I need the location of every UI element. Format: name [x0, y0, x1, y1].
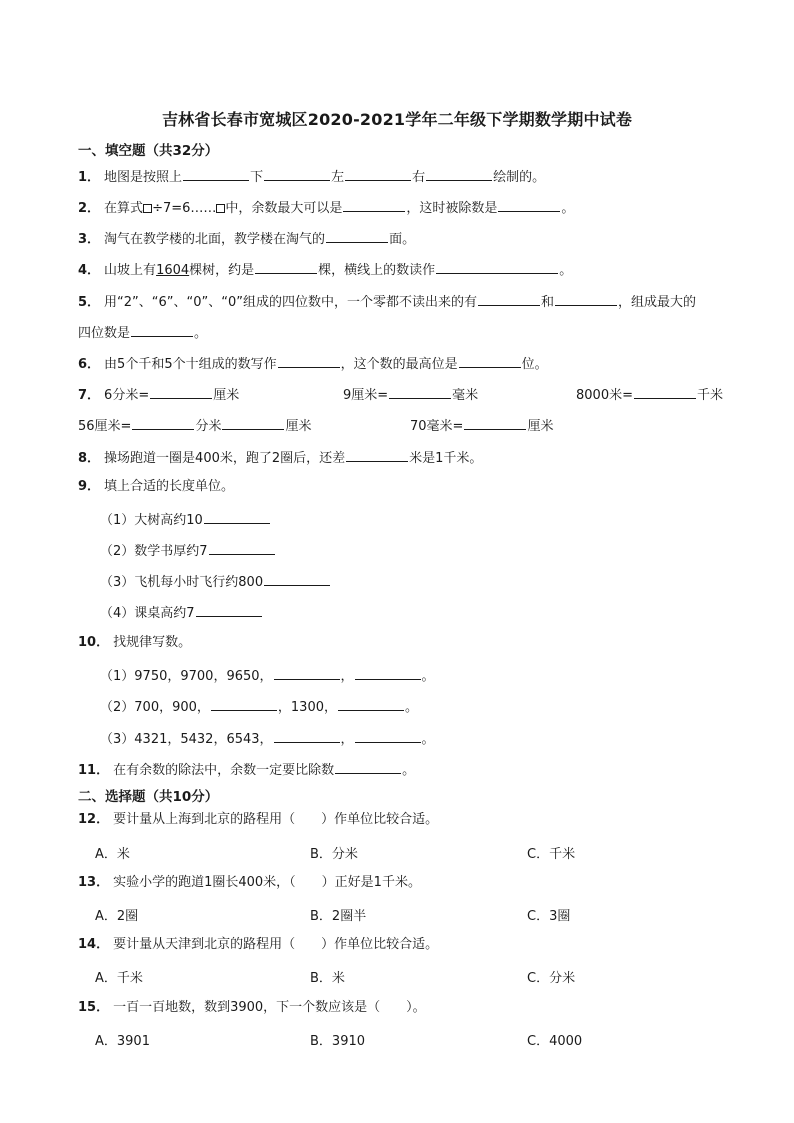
question-text: （2）数学书厚约7 [100, 544, 208, 559]
question-text: （3）飞机每小时飞行约800 [100, 575, 264, 590]
question-13 [78, 874, 421, 892]
answer-blank[interactable] [326, 228, 388, 243]
answer-blank[interactable] [222, 415, 284, 430]
question-text: （1）9750，9700，9650， [100, 669, 273, 684]
question-text: 。 [559, 263, 573, 278]
question-text: 。 [194, 326, 208, 341]
question-text: 千米 [696, 388, 723, 403]
exam-title: 吉林省长春市宽城区2020-2021学年二年级下学期数学期中试卷 [161, 110, 633, 129]
question-text: ÷7=6…… [152, 201, 217, 216]
question-9-item-3 [100, 571, 331, 592]
question-text: 右 [412, 170, 426, 185]
question-9-item-2 [100, 540, 276, 561]
question-text: 实验小学的跑道1圈长400米，（ ）正好是1千米。 [113, 875, 421, 890]
answer-blank[interactable] [498, 197, 560, 212]
answer-blank[interactable] [343, 197, 405, 212]
answer-blank[interactable] [426, 166, 492, 181]
question-text: 中，余数最大可以是 [225, 201, 343, 216]
question-text: 厘米 [527, 419, 554, 434]
question-number: 3． [78, 232, 101, 247]
question-9-item-1 [100, 509, 271, 530]
answer-blank[interactable] [183, 166, 249, 181]
question-number: 6． [78, 357, 101, 372]
answer-blank[interactable] [346, 447, 408, 462]
question-7-part-5 [410, 415, 553, 434]
question-text: ，这个数的最高位是 [340, 357, 458, 372]
question-number: 14． [78, 937, 110, 952]
question-3 [78, 228, 415, 249]
answer-blank[interactable] [389, 384, 451, 399]
option-a[interactable]: A．千米 [95, 971, 143, 986]
answer-blank[interactable] [204, 509, 270, 524]
question-text: 棵，横线上的数读作 [318, 263, 436, 278]
question-text: 。 [421, 732, 435, 747]
question-text: ， [340, 669, 354, 684]
question-text: ，这时被除数是 [406, 201, 498, 216]
question-7-part-2 [343, 384, 478, 403]
question-10-item-3 [100, 728, 435, 749]
question-text: 。 [402, 763, 416, 778]
option-c[interactable]: C．分米 [527, 971, 576, 986]
question-14 [78, 936, 438, 954]
answer-blank[interactable] [338, 696, 404, 711]
answer-blank[interactable] [150, 384, 212, 399]
question-15 [78, 999, 426, 1017]
question-text: 70毫米= [410, 419, 464, 434]
question-8 [78, 447, 482, 468]
answer-blank[interactable] [555, 291, 617, 306]
section-choice-title: 二、选择题（共10分） [78, 789, 219, 805]
question-text: 地图是按照上 [104, 170, 183, 185]
question-text: 毫米 [452, 388, 479, 403]
question-number: 13． [78, 875, 110, 890]
question-text: 由5个千和5个十组成的数写作 [104, 357, 277, 372]
question-2 [78, 197, 574, 218]
underlined-number: 1604 [156, 263, 190, 278]
question-number: 8． [78, 451, 101, 466]
option-c[interactable]: C．3圈 [527, 909, 571, 924]
question-text: 。 [405, 700, 419, 715]
answer-blank[interactable] [345, 166, 411, 181]
question-text: 米是1千米。 [409, 451, 483, 466]
question-12 [78, 811, 438, 829]
answer-blank[interactable] [264, 166, 330, 181]
question-number: 11． [78, 763, 110, 778]
option-c[interactable]: C．4000 [527, 1034, 583, 1049]
answer-blank[interactable] [132, 415, 194, 430]
question-10 [78, 634, 191, 652]
answer-blank[interactable] [274, 728, 340, 743]
square-box-icon [143, 204, 152, 213]
answer-blank[interactable] [436, 259, 558, 274]
question-text: 左 [331, 170, 345, 185]
option-a[interactable]: A．2圈 [95, 909, 139, 924]
option-b[interactable]: B．3910 [310, 1034, 366, 1049]
question-text: 山坡上有 [104, 263, 157, 278]
question-text: 56厘米= [78, 419, 132, 434]
question-text: 分米 [195, 419, 222, 434]
question-number: 1． [78, 170, 101, 185]
question-6 [78, 353, 548, 374]
question-number: 4． [78, 263, 101, 278]
question-number: 15． [78, 1000, 110, 1015]
question-number: 10． [78, 635, 110, 650]
question-text: 淘气在教学楼的北面，教学楼在淘气的 [104, 232, 326, 247]
answer-blank[interactable] [459, 353, 521, 368]
question-9-item-4 [100, 602, 263, 623]
question-text: 在有余数的除法中，余数一定要比除数 [113, 763, 335, 778]
question-text: 9厘米= [343, 388, 389, 403]
question-number: 5． [78, 295, 101, 310]
option-a[interactable]: A．米 [95, 847, 130, 862]
question-text: 厘米 [285, 419, 312, 434]
answer-blank[interactable] [274, 665, 340, 680]
option-b[interactable]: B．2圈半 [310, 909, 367, 924]
question-5-continued [78, 322, 207, 343]
question-7 [78, 384, 239, 405]
question-4 [78, 259, 572, 280]
option-b[interactable]: B．米 [310, 971, 345, 986]
answer-blank[interactable] [464, 415, 526, 430]
question-text: 。 [561, 201, 575, 216]
question-text: ， [340, 732, 354, 747]
question-text: （4）课桌高约7 [100, 606, 195, 621]
question-text: 下 [250, 170, 264, 185]
question-text: 8000米= [576, 388, 633, 403]
answer-blank[interactable] [355, 665, 421, 680]
question-text: 在算式 [104, 201, 144, 216]
question-10-item-2 [100, 696, 418, 717]
question-text: ，组成最大的 [618, 295, 697, 310]
answer-blank[interactable] [355, 728, 421, 743]
answer-blank[interactable] [209, 540, 275, 555]
question-text: （2）700，900， [100, 700, 210, 715]
question-1 [78, 166, 545, 187]
question-number: 9． [78, 479, 101, 494]
question-10-item-1 [100, 665, 435, 686]
question-text: 要计量从上海到北京的路程用（ ）作单位比较合适。 [113, 812, 439, 827]
question-text: 6分米= [104, 388, 150, 403]
question-text: 厘米 [213, 388, 240, 403]
option-a[interactable]: A．3901 [95, 1034, 150, 1049]
question-text: 。 [421, 669, 435, 684]
question-text: 要计量从天津到北京的路程用（ ）作单位比较合适。 [113, 937, 439, 952]
question-text: 找规律写数。 [113, 635, 192, 650]
question-text: 操场跑道一圈是400米，跑了2圈后，还差 [104, 451, 346, 466]
question-text: 和 [541, 295, 555, 310]
question-number: 2． [78, 201, 101, 216]
question-text: 棵树，约是 [189, 263, 255, 278]
answer-blank[interactable] [131, 322, 193, 337]
section-fill-in-title: 一、填空题（共32分） [78, 143, 219, 159]
answer-blank[interactable] [478, 291, 540, 306]
answer-blank[interactable] [255, 259, 317, 274]
question-5 [78, 291, 696, 312]
question-7-row-2 [78, 415, 311, 436]
question-text: 面。 [389, 232, 416, 247]
question-text: ，1300， [277, 700, 337, 715]
answer-blank[interactable] [196, 602, 262, 617]
question-text: 绘制的。 [493, 170, 546, 185]
option-c[interactable]: C．千米 [527, 847, 576, 862]
question-text: 填上合适的长度单位。 [104, 479, 235, 494]
question-number: 12． [78, 812, 110, 827]
answer-blank[interactable] [278, 353, 340, 368]
question-number: 7． [78, 388, 101, 403]
question-text: （1）大树高约10 [100, 513, 203, 528]
answer-blank[interactable] [634, 384, 696, 399]
question-text: 一百一百地数，数到3900，下一个数应该是（ ）。 [113, 1000, 426, 1015]
question-text: 用“2”、“6”、“0”、“0”组成的四位数中，一个零都不读出来的有 [104, 295, 478, 310]
question-7-part-3 [576, 384, 723, 403]
question-text: 四位数是 [78, 326, 131, 341]
question-9 [78, 478, 234, 496]
answer-blank[interactable] [264, 571, 330, 586]
answer-blank[interactable] [335, 759, 401, 774]
question-text: 位。 [521, 357, 548, 372]
question-11 [78, 759, 415, 780]
option-b[interactable]: B．分米 [310, 847, 358, 862]
answer-blank[interactable] [211, 696, 277, 711]
question-text: （3）4321，5432，6543， [100, 732, 273, 747]
